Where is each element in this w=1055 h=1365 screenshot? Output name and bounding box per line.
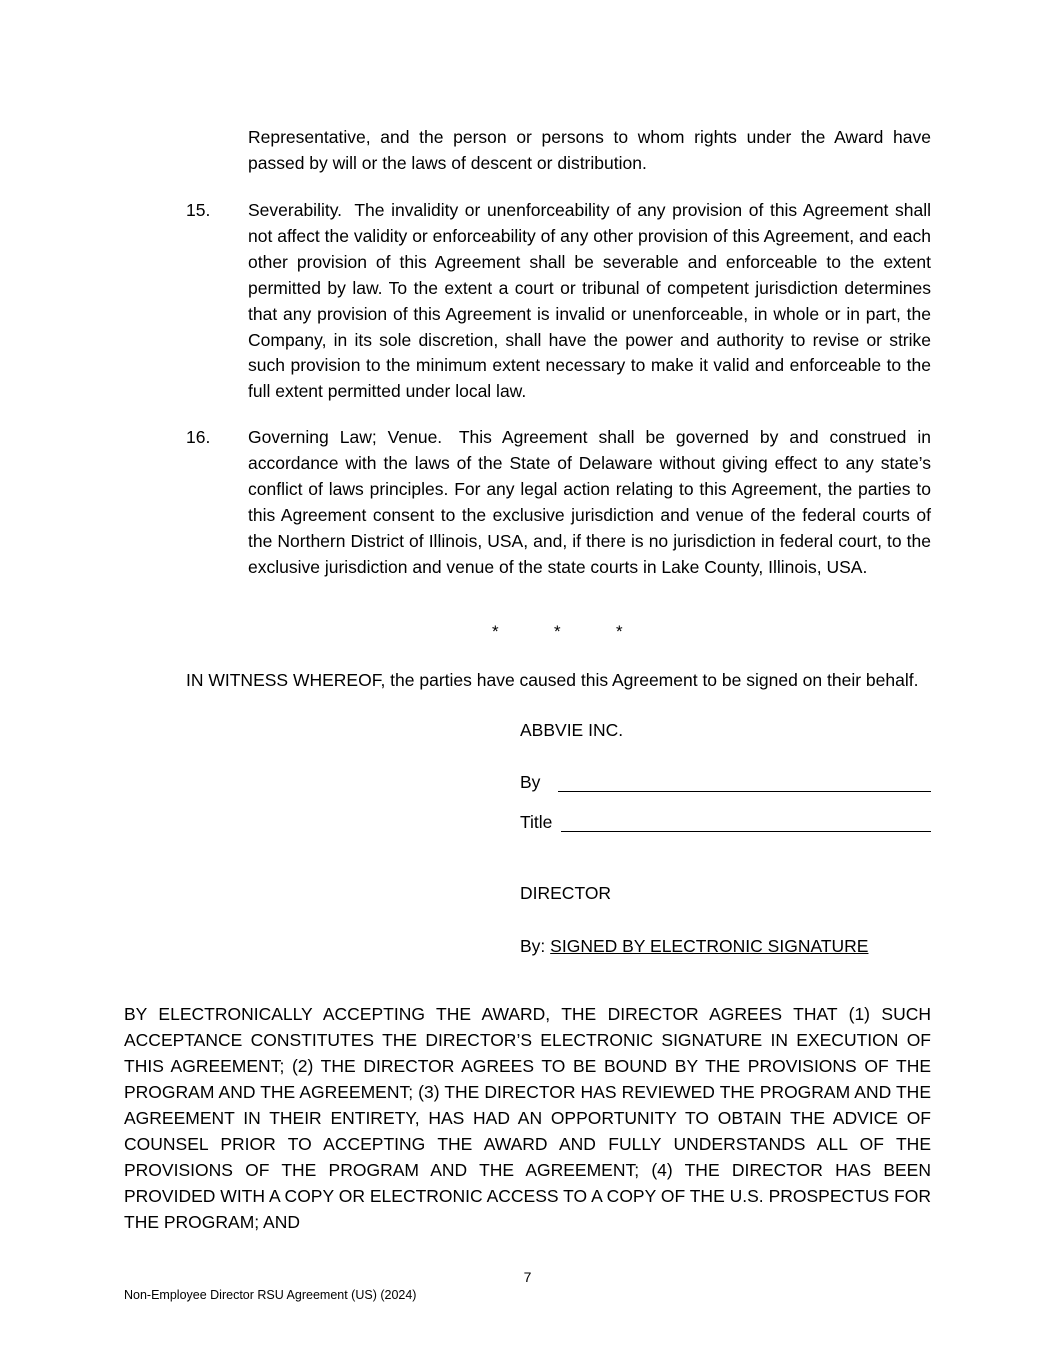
witness-clause: IN WITNESS WHEREOF, the parties have caused this Agreement to be signed on their behalf. xyxy=(186,670,919,690)
title-label: Title xyxy=(520,812,553,832)
separator-star: * xyxy=(554,622,561,641)
document-footer: Non-Employee Director RSU Agreement (US) (2024) xyxy=(124,1288,417,1302)
section-heading: Governing Law; Venue. xyxy=(248,427,443,447)
electronic-signature-text: SIGNED BY ELECTRONIC SIGNATURE xyxy=(550,936,869,956)
separator-star: * xyxy=(492,622,499,641)
by-signature-line xyxy=(558,791,931,792)
director-label: DIRECTOR xyxy=(520,883,612,903)
title-signature-line xyxy=(561,831,931,832)
section-body xyxy=(248,425,931,580)
by-label: By xyxy=(520,772,541,792)
director-by-label: By: xyxy=(520,936,546,956)
section-body xyxy=(248,198,931,405)
section-text: The invalidity or unenforceability of any provision of this Agreement shall not affect the validity or enforceability of any other provision of this Agreement, and each other provision of this Agreement shall be severable and enforceable to the extent permitted by law. To the extent a court or tribunal of competent jurisdiction determines that any provision of this Agreement is invalid or unenforceable, in whole or in part, the Company, in its sole discretion, shall have the power and authority to revise or strike such provision to the minimum extent necessary to make it valid and enforceable to the full extent permitted under local law. xyxy=(248,200,932,402)
company-name: ABBVIE INC. xyxy=(520,720,624,740)
section-number: 16. xyxy=(186,427,211,447)
director-signature-line xyxy=(520,934,868,959)
section-heading: Severability. xyxy=(248,200,343,220)
page-number: 7 xyxy=(523,1269,532,1285)
acceptance-clause: BY ELECTRONICALLY ACCEPTING THE AWARD, THE DIRECTOR AGREES THAT (1) SUCH ACCEPTANCE CONSTITUTES THE DIRECTOR’S ELECTRONIC SIGNATURE IN EXECUTION OF THIS AGREEMENT; (2) THE DIRECTOR AGREES TO BE BOUND BY THE PROVISIONS OF THE PROGRAM AND THE AGREEMENT; (3) THE DIRECTOR HAS REVIEWED THE PROGRAM AND THE AGREEMENT IN THEIR ENTIRETY, HAS HAD AN OPPORTUNITY TO OBTAIN THE ADVICE OF COUNSEL PRIOR TO ACCEPTING THE AWARD AND FULLY UNDERSTANDS ALL OF THE PROVISIONS OF THE PROGRAM AND THE AGREEMENT; (4) THE DIRECTOR HAS BEEN PROVIDED WITH A COPY OR ELECTRONIC ACCESS TO A COPY OF THE U.S. PROSPECTUS FOR THE PROGRAM; AND xyxy=(124,1004,931,1232)
section-separator xyxy=(0,622,1055,646)
separator-star: * xyxy=(616,622,623,641)
section-number: 15. xyxy=(186,200,211,220)
section-text: This Agreement shall be governed by and construed in accordance with the laws of the State of Delaware without giving effect to any state’s conflict of laws principles. For any legal action relating to this Agreement, the parties to this Agreement consent to the exclusive jurisdiction and venue of the federal courts of the Northern District of Illinois, USA, and, if there is no jurisdiction in federal court, to the exclusive jurisdiction and venue of the state courts in Lake County, Illinois, USA. xyxy=(248,427,931,577)
continuation-paragraph: Representative, and the person or persons to whom rights under the Award have passed by will or the laws of descent or distribution. xyxy=(248,127,931,173)
